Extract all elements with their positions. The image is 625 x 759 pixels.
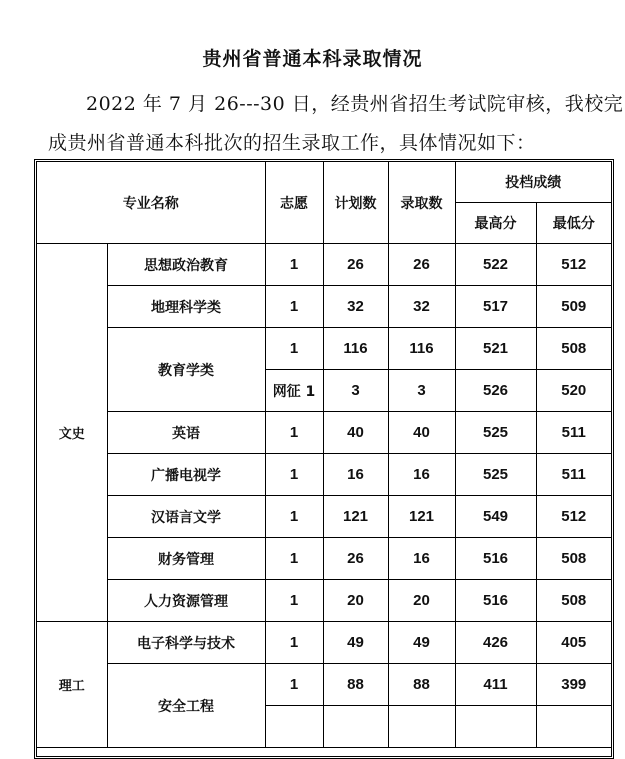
admitted-cell: 20 <box>388 580 455 622</box>
min-score-cell: 512 <box>536 496 611 538</box>
category-cell: 文史 <box>37 244 107 622</box>
major-cell: 广播电视学 <box>107 454 265 496</box>
min-score-cell: 508 <box>536 538 611 580</box>
preference-cell: 1 <box>265 496 323 538</box>
major-cell: 汉语言文学 <box>107 496 265 538</box>
major-cell: 安全工程 <box>107 664 265 748</box>
plan-cell: 49 <box>323 622 388 664</box>
max-score-cell: 526 <box>455 370 536 412</box>
admitted-cell: 116 <box>388 328 455 370</box>
max-score-cell: 426 <box>455 622 536 664</box>
intro-paragraph-line-2: 成贵州省普通本科批次的招生录取工作，具体情况如下： <box>48 132 536 154</box>
plan-cell: 40 <box>323 412 388 454</box>
table-row <box>37 454 611 496</box>
preference-cell: 1 <box>265 412 323 454</box>
header-plan: 计划数 <box>323 162 388 244</box>
min-score-cell: 508 <box>536 580 611 622</box>
preference-cell: 1 <box>265 664 323 706</box>
header-score-group: 投档成绩 <box>455 162 611 203</box>
admitted-cell: 121 <box>388 496 455 538</box>
table-row <box>37 496 611 538</box>
plan-cell: 88 <box>323 664 388 706</box>
max-score-cell: 521 <box>455 328 536 370</box>
table-row <box>37 244 611 286</box>
min-score-cell: 511 <box>536 412 611 454</box>
plan-cell <box>323 706 388 748</box>
max-score-cell: 517 <box>455 286 536 328</box>
admission-table <box>37 162 611 748</box>
min-score-cell: 520 <box>536 370 611 412</box>
max-score-cell: 525 <box>455 454 536 496</box>
header-max-score: 最高分 <box>455 203 536 244</box>
preference-cell: 1 <box>265 454 323 496</box>
max-score-cell: 525 <box>455 412 536 454</box>
major-cell: 财务管理 <box>107 538 265 580</box>
document-title: 贵州省普通本科录取情况 <box>202 48 423 70</box>
min-score-cell: 405 <box>536 622 611 664</box>
plan-cell: 32 <box>323 286 388 328</box>
plan-cell: 3 <box>323 370 388 412</box>
max-score-cell <box>455 706 536 748</box>
major-cell: 人力资源管理 <box>107 580 265 622</box>
admitted-cell: 26 <box>388 244 455 286</box>
plan-cell: 116 <box>323 328 388 370</box>
max-score-cell: 516 <box>455 538 536 580</box>
header-major: 专业名称 <box>37 162 265 244</box>
admission-table-frame <box>34 159 614 759</box>
min-score-cell: 512 <box>536 244 611 286</box>
max-score-cell: 522 <box>455 244 536 286</box>
preference-cell: 1 <box>265 244 323 286</box>
preference-cell: 1 <box>265 286 323 328</box>
min-score-cell: 508 <box>536 328 611 370</box>
plan-cell: 26 <box>323 244 388 286</box>
table-header-row <box>37 162 611 203</box>
table-row <box>37 412 611 454</box>
admitted-cell: 40 <box>388 412 455 454</box>
major-cell: 地理科学类 <box>107 286 265 328</box>
admitted-cell: 3 <box>388 370 455 412</box>
intro-paragraph-line-1: 2022 年 7 月 26---30 日，经贵州省招生考试院审核，我校完 <box>86 93 624 115</box>
plan-cell: 20 <box>323 580 388 622</box>
preference-cell: 1 <box>265 538 323 580</box>
table-row <box>37 664 611 706</box>
min-score-cell <box>536 706 611 748</box>
admitted-cell: 16 <box>388 454 455 496</box>
min-score-cell: 509 <box>536 286 611 328</box>
header-min-score: 最低分 <box>536 203 611 244</box>
preference-cell <box>265 706 323 748</box>
admitted-cell <box>388 706 455 748</box>
major-cell: 思想政治教育 <box>107 244 265 286</box>
major-cell: 英语 <box>107 412 265 454</box>
major-cell: 教育学类 <box>107 328 265 412</box>
admitted-cell: 16 <box>388 538 455 580</box>
admitted-cell: 49 <box>388 622 455 664</box>
preference-cell: 网征 1 <box>265 370 323 412</box>
min-score-cell: 511 <box>536 454 611 496</box>
plan-cell: 26 <box>323 538 388 580</box>
table-row <box>37 328 611 370</box>
min-score-cell: 399 <box>536 664 611 706</box>
table-row <box>37 580 611 622</box>
max-score-cell: 411 <box>455 664 536 706</box>
major-cell: 电子科学与技术 <box>107 622 265 664</box>
table-row <box>37 622 611 664</box>
max-score-cell: 549 <box>455 496 536 538</box>
header-admitted: 录取数 <box>388 162 455 244</box>
category-cell: 理工 <box>37 622 107 748</box>
plan-cell: 121 <box>323 496 388 538</box>
plan-cell: 16 <box>323 454 388 496</box>
header-preference: 志愿 <box>265 162 323 244</box>
table-row <box>37 538 611 580</box>
preference-cell: 1 <box>265 580 323 622</box>
preference-cell: 1 <box>265 622 323 664</box>
admitted-cell: 88 <box>388 664 455 706</box>
table-row <box>37 286 611 328</box>
max-score-cell: 516 <box>455 580 536 622</box>
admitted-cell: 32 <box>388 286 455 328</box>
preference-cell: 1 <box>265 328 323 370</box>
